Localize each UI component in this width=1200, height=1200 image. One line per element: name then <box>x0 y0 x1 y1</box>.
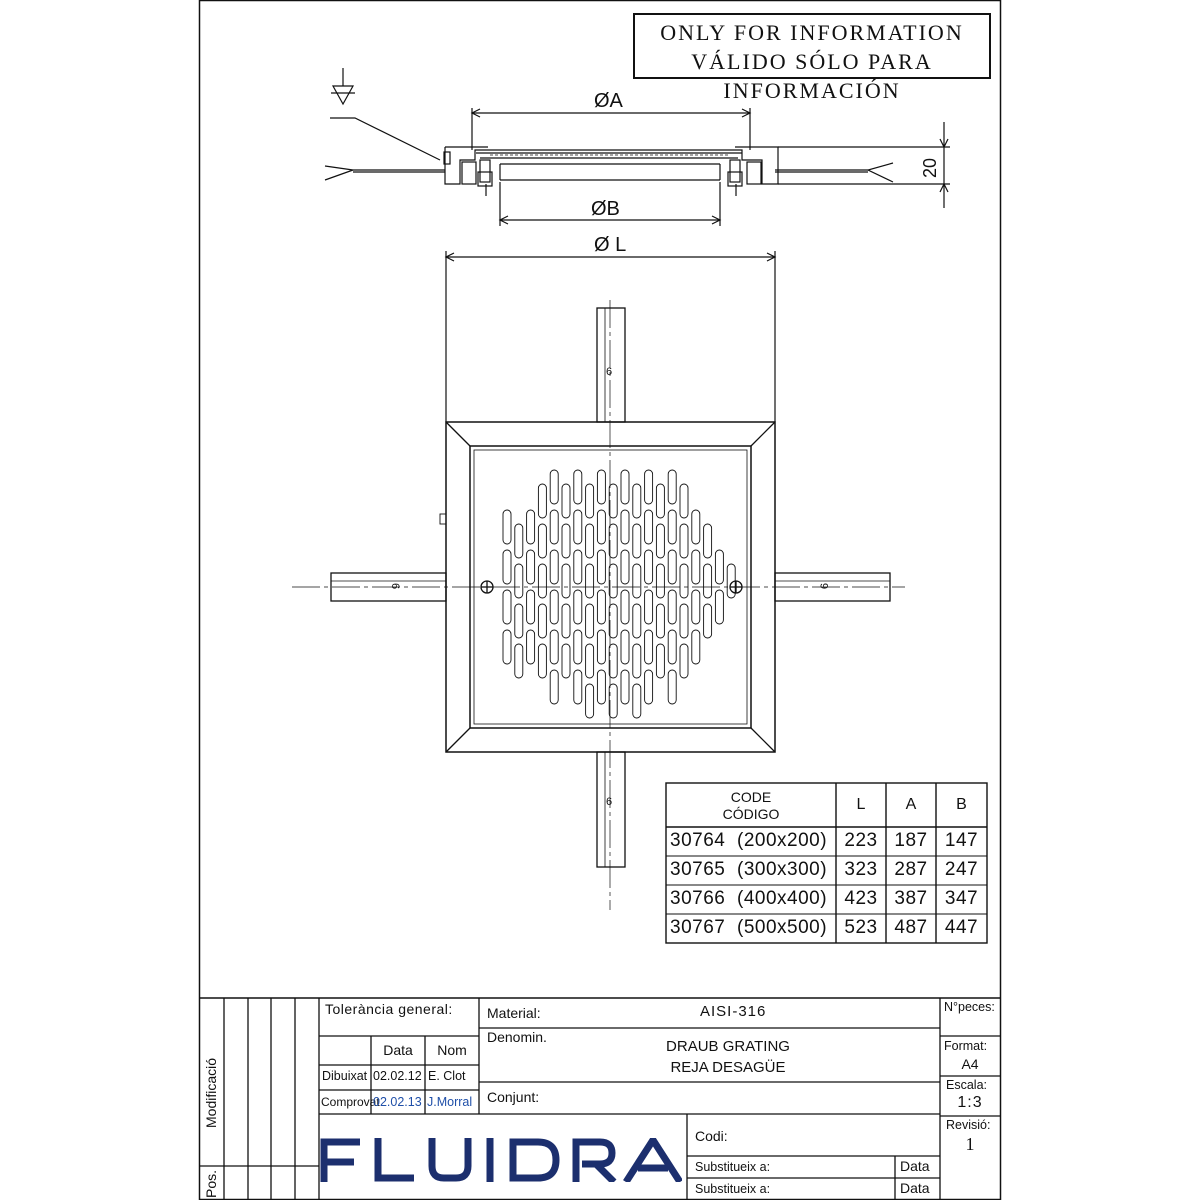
format-label: Format: <box>944 1039 988 1053</box>
grating-slot <box>503 630 511 664</box>
size-table-code-header <box>666 789 836 823</box>
grating-slot <box>656 484 664 518</box>
grating-slot <box>633 604 641 638</box>
grating-slot <box>586 684 594 718</box>
row-code: 30764 <box>670 830 726 851</box>
row-code: 30767 <box>670 917 726 938</box>
grating-slot <box>633 484 641 518</box>
grating-slot <box>656 604 664 638</box>
checked-date: 02.02.13 <box>373 1095 422 1109</box>
grating-slot <box>692 630 700 664</box>
grating-slot <box>538 564 546 598</box>
grating-slot <box>609 524 617 558</box>
grating-slot <box>645 670 653 704</box>
grating-slot <box>621 470 629 504</box>
grating-slot <box>633 644 641 678</box>
grating-slot <box>562 524 570 558</box>
format-value: A4 <box>961 1056 979 1072</box>
grating-slot <box>538 604 546 638</box>
row-value-a: 487 <box>894 917 928 938</box>
notice-line-es: VÁLIDO SÓLO PARA INFORMACIÓN <box>691 49 933 103</box>
row-code: 30766 <box>670 888 726 909</box>
dimension-height-label: 20 <box>920 157 940 178</box>
grating-slot <box>668 590 676 624</box>
tab-mark-right: 6 <box>819 582 832 590</box>
grating-slot <box>550 630 558 664</box>
grating-slot <box>574 550 582 584</box>
dimension-a-label: ØA <box>594 90 623 112</box>
grating-slot <box>656 564 664 598</box>
grating-slot <box>527 550 535 584</box>
row-nominal-size: (400x400) <box>737 888 828 909</box>
grating-slot <box>621 590 629 624</box>
row-value-l: 323 <box>844 859 878 880</box>
grating-slot <box>633 524 641 558</box>
row-value-l: 523 <box>844 917 878 938</box>
grating-slot <box>680 484 688 518</box>
date-header: Data <box>383 1042 413 1058</box>
row-value-b: 447 <box>944 917 979 938</box>
denomination-value <box>600 1036 856 1078</box>
code-header-es: CÓDIGO <box>722 806 780 822</box>
grating-slot <box>692 550 700 584</box>
grating-slot <box>538 524 546 558</box>
grating-slot <box>562 644 570 678</box>
grating-slot <box>645 630 653 664</box>
grating-slot <box>586 484 594 518</box>
checked-by-label: Comprovat <box>321 1095 380 1109</box>
fluidra-logo <box>320 1138 682 1182</box>
grating-slot <box>597 630 605 664</box>
replaces-date-label-1: Data <box>900 1158 930 1174</box>
revision-value: 1 <box>965 1134 975 1154</box>
information-notice <box>633 13 991 103</box>
grating-slot <box>609 644 617 678</box>
grating-slots <box>503 470 735 718</box>
grating-slot <box>692 510 700 544</box>
grating-slot <box>609 684 617 718</box>
grating-slot <box>586 524 594 558</box>
grating-slot <box>574 630 582 664</box>
grating-slot <box>550 510 558 544</box>
grating-slot <box>586 604 594 638</box>
grating-slot <box>680 644 688 678</box>
grating-slot <box>621 510 629 544</box>
material-label: Material: <box>487 1005 541 1021</box>
assembly-label: Conjunt: <box>487 1089 540 1105</box>
row-value-b: 247 <box>944 859 979 880</box>
replaces-label-1: Substitueix a: <box>695 1160 771 1174</box>
denomination-es: REJA DESAGÜE <box>670 1059 786 1076</box>
grating-slot <box>574 510 582 544</box>
drawn-name: E. Clot <box>428 1069 466 1083</box>
grating-slot <box>550 670 558 704</box>
grating-slot <box>597 550 605 584</box>
scale-label: Escala: <box>946 1078 987 1092</box>
grating-slot <box>609 484 617 518</box>
grating-slot <box>550 550 558 584</box>
grating-slot <box>538 644 546 678</box>
grating-slot <box>574 470 582 504</box>
drawn-by-label: Dibuixat <box>322 1069 368 1083</box>
row-value-b: 147 <box>944 830 979 851</box>
grating-slot <box>704 564 712 598</box>
row-value-l: 223 <box>844 830 878 851</box>
grating-slot <box>609 564 617 598</box>
grating-slot <box>597 670 605 704</box>
grating-slot <box>656 644 664 678</box>
notice-line-en: ONLY FOR INFORMATION <box>660 20 964 45</box>
drawn-date: 02.02.12 <box>373 1069 422 1083</box>
grating-slot <box>609 604 617 638</box>
row-nominal-size: (500x500) <box>737 917 828 938</box>
grating-slot <box>621 550 629 584</box>
grating-slot <box>515 644 523 678</box>
grating-slot <box>621 670 629 704</box>
grating-slot <box>704 524 712 558</box>
grating-slot <box>562 564 570 598</box>
grating-slot <box>668 670 676 704</box>
size-table-header-a: A <box>905 796 917 813</box>
size-table-header-l: L <box>856 796 866 813</box>
grating-slot <box>621 630 629 664</box>
tab-mark-bottom: 6 <box>606 796 613 808</box>
grating-slot <box>515 564 523 598</box>
grating-slot <box>633 564 641 598</box>
dimension-l-label: Ø L <box>594 234 627 256</box>
denomination-en: DRAUB GRATING <box>666 1038 790 1055</box>
grating-slot <box>680 564 688 598</box>
grating-slot <box>562 604 570 638</box>
checked-name: J.Morral <box>427 1095 473 1109</box>
grating-slot <box>704 604 712 638</box>
denomination-label: Denomin. <box>487 1029 547 1045</box>
grating-slot <box>527 630 535 664</box>
row-value-a: 387 <box>894 888 928 909</box>
grating-slot <box>597 590 605 624</box>
replaces-label-2: Substitueix a: <box>695 1182 771 1196</box>
replaces-date-label-2: Data <box>900 1180 930 1196</box>
grating-slot <box>550 470 558 504</box>
grating-slot <box>668 550 676 584</box>
grating-slot <box>680 604 688 638</box>
grating-slot <box>668 470 676 504</box>
grating-slot <box>633 684 641 718</box>
grating-slot <box>515 524 523 558</box>
size-table-header-b: B <box>956 796 967 813</box>
code-header-en: CODE <box>730 789 772 805</box>
tab-mark-top: 6 <box>606 366 613 378</box>
grating-slot <box>503 510 511 544</box>
grating-slot <box>668 630 676 664</box>
grating-slot <box>692 590 700 624</box>
row-value-l: 423 <box>844 888 878 909</box>
grating-slot <box>715 550 723 584</box>
grating-slot <box>645 470 653 504</box>
grating-slot <box>715 590 723 624</box>
row-nominal-size: (200x200) <box>737 830 828 851</box>
grating-slot <box>645 590 653 624</box>
name-header: Nom <box>437 1042 467 1058</box>
grating-slot <box>586 564 594 598</box>
row-value-a: 287 <box>894 859 928 880</box>
pos-label: Pos. <box>203 1169 219 1198</box>
grating-slot <box>680 524 688 558</box>
grating-slot <box>503 550 511 584</box>
grating-slot <box>515 604 523 638</box>
grating-slot <box>597 510 605 544</box>
row-value-b: 347 <box>944 888 979 909</box>
grating-slot <box>527 590 535 624</box>
grating-slot <box>597 470 605 504</box>
code-label: Codi: <box>695 1128 728 1144</box>
grating-slot <box>527 510 535 544</box>
grating-slot <box>586 644 594 678</box>
grating-slot <box>668 510 676 544</box>
grating-slot <box>574 590 582 624</box>
grating-slot <box>503 590 511 624</box>
grating-slot <box>656 524 664 558</box>
tab-mark-left: 6 <box>389 582 402 590</box>
grating-slot <box>550 590 558 624</box>
revision-label: Revisió: <box>946 1118 991 1132</box>
grating-slot <box>562 484 570 518</box>
row-nominal-size: (300x300) <box>737 859 828 880</box>
row-value-a: 187 <box>894 830 928 851</box>
row-code: 30765 <box>670 859 726 880</box>
pieces-label: N°peces: <box>944 1000 995 1014</box>
material-value: AISI-316 <box>700 1003 767 1020</box>
section-view <box>325 68 950 422</box>
grating-slot <box>574 670 582 704</box>
tolerance-label: Tolerància general: <box>325 1001 453 1017</box>
grating-slot <box>538 484 546 518</box>
modificacio-label: Modificació <box>203 1057 219 1128</box>
dimension-b-label: ØB <box>591 198 620 220</box>
scale-value: 1:3 <box>957 1094 983 1111</box>
grating-slot <box>645 510 653 544</box>
grating-slot <box>645 550 653 584</box>
